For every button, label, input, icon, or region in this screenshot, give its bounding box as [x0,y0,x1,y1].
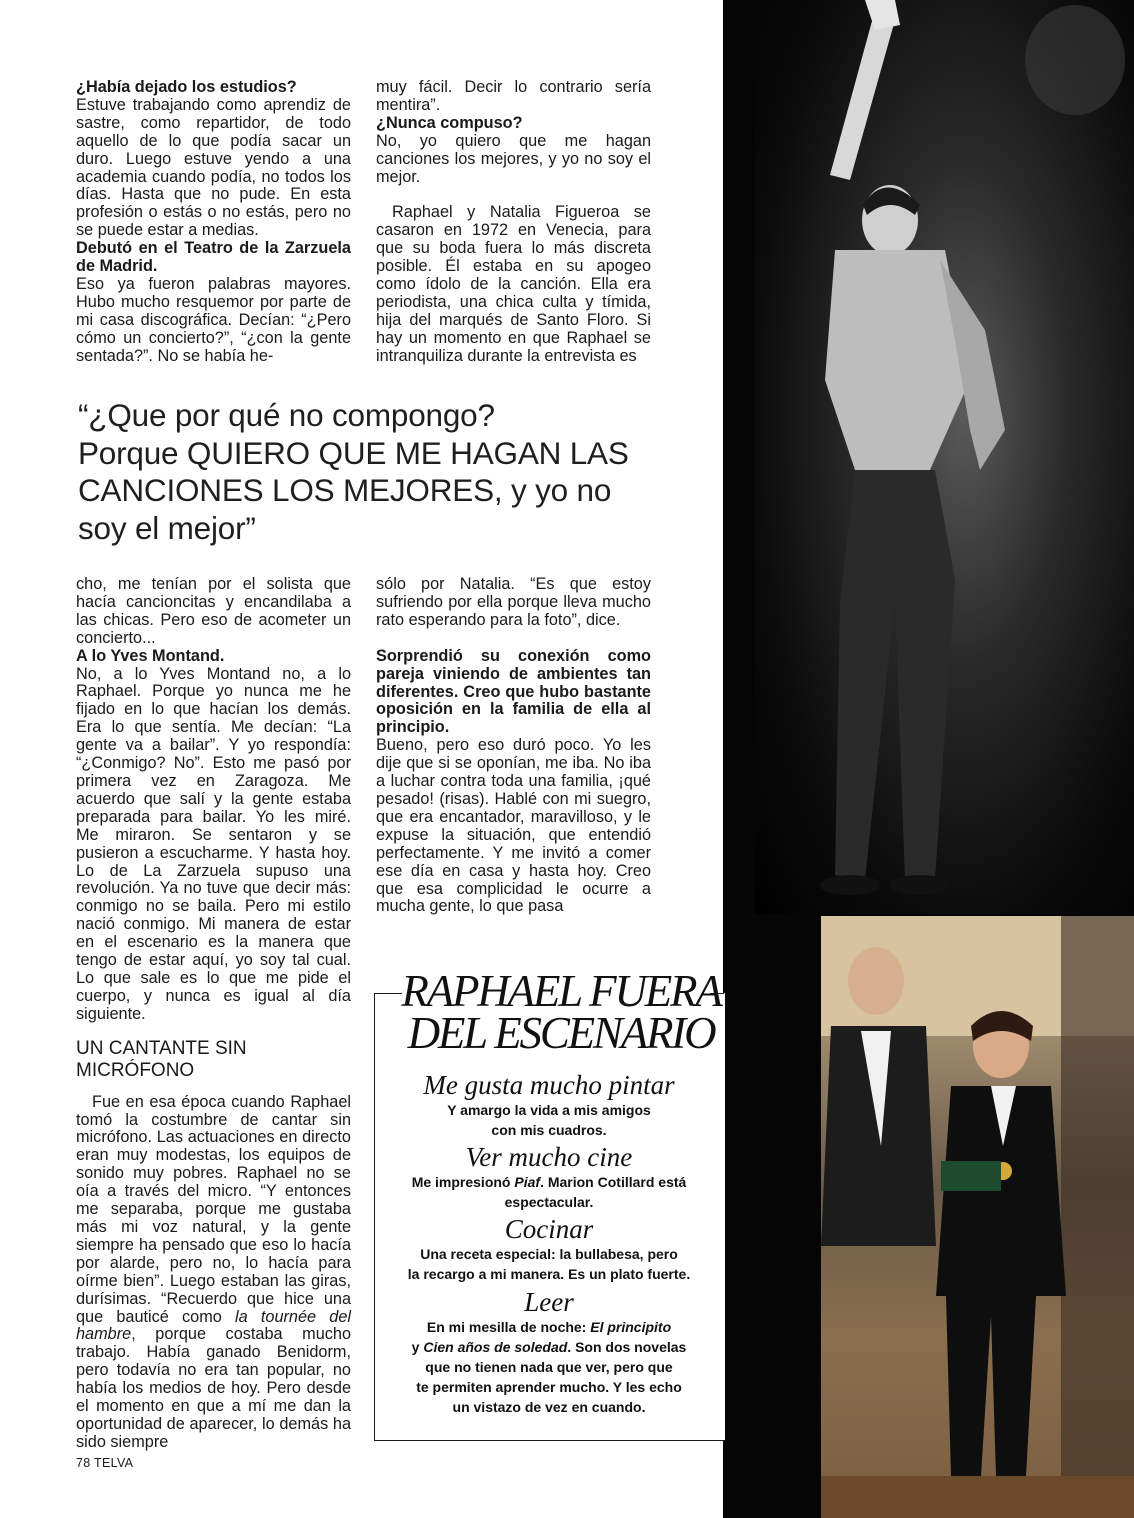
article-column-1-bottom [76,576,351,1452]
sidebar-title-line: RAPHAEL FUERA [401,966,721,1016]
sidebar-title-line: DEL ESCENARIO [407,1008,715,1058]
interview-answer: No, a lo Yves Montand no, a lo Raphael. Porque yo nunca me he fijado en lo que hacían los demás. Era lo que sentía. Me decían: “La gente va a bailar”. Y yo respondía: “¿Conmigo? No”. Esto me pasó por primera vez en Zaragoza. Me acuerdo que salí y la gente estaba preparada para bailar. Yo les miré. Me miraron. Se sentaron y se pusieron a escucharme. Y hasta hoy. Lo de La Zarzuela supuso una revolución. Ya no tuve que decir más: conmigo no se baila. Pero mi estilo nació conmigo. Mi manera de estar en el escenario es la manera que tengo de estar aquí, yo soy tal cual. Lo que sale es lo que me pide el cuerpo, y nunca es igual al día siguiente. [76,664,351,1023]
pull-quote [78,397,678,547]
photo-dancer-silhouette [755,0,1134,914]
sidebar-item-heading: Leer [524,1287,574,1317]
sidebar-item-heading: Cocinar [504,1214,594,1244]
photo-raphael-dancing [755,0,1134,914]
photo-award-scene [821,916,1134,1518]
interview-answer: muy fácil. Decir lo contrario sería mentira”. [376,78,651,114]
interview-question: ¿Nunca compuso? [376,113,523,132]
sidebar-item-body-line: Una receta especial: la bullabesa, pero [420,1246,678,1262]
sidebar-item-body-line: Y amargo la vida a mis amigos [447,1102,651,1118]
sidebar-item-cocinar [374,1214,724,1284]
sidebar-item-heading: Me gusta mucho pintar [423,1070,675,1100]
sidebar-item-pintar [374,1070,724,1140]
sidebar-item-body-line: Me impresionó Piaf. Marion Cotillard está [411,1174,687,1190]
sidebar-item-body-line: un vistazo de vez en cuando. [452,1399,646,1415]
sidebar-title [398,966,724,1058]
section-subheading: UN CANTANTE SIN MICRÓFONO [76,1037,247,1081]
photo-raphael-award [821,916,1134,1518]
pull-quote-line: Porque QUIERO QUE ME HAGAN LAS [78,434,629,471]
interview-answer: Eso ya fueron palabras mayores. Hubo mucho resquemor por parte de mi casa discográfica. Decían: “¿Pero cómo un concierto?”, “¿con la gente sentada?”. No se había he- [76,274,351,365]
pull-quote-line: soy el mejor” [78,509,256,546]
page-footer-folio: 78 TELVA [76,1456,134,1470]
article-column-2-bottom [376,576,651,916]
interview-question: A lo Yves Montand. [76,646,225,665]
sidebar-item-body-line: y Cien años de soledad. Son dos novelas [411,1339,687,1355]
sidebar-item-body-line: te permiten aprender mucho. Y les echo [416,1379,682,1395]
interview-answer: Raphael y Natalia Figueroa se casaron en 1972 en Venecia, para que su boda fuera lo más discreta posible. Él estaba en su apogeo como ídolo de la canción. Ella era periodista, una chica culta y tímida, hija del marqués de Santo Floro. Si hay un momento en que Raphael se intranquiliza durante la entrevista es [376,203,651,365]
pull-quote-line: CANCIONES LOS MEJORES, y yo no [78,472,612,508]
sidebar-item-heading: Ver mucho cine [465,1142,633,1172]
sidebar-item-body-line: espectacular. [504,1194,594,1210]
interview-question: Debutó en el Teatro de la Zarzuela de Madrid. [76,239,351,276]
article-column-1-top [76,79,351,366]
pull-quote-line: “¿Que por qué no compongo? [78,397,495,433]
interview-question: Sorprendió su conexión como pareja viniendo de ambientes tan diferentes. Creo que hubo bastante oposición en la familia de ella al principio. [376,646,651,737]
sidebar-item-leer [374,1287,724,1417]
paragraph-gap [376,186,651,204]
interview-answer: cho, me tenían por el solista que hacía cancioncitas y encandilaba a las chicas. Pero eso de acometer un concierto... [76,575,351,647]
interview-answer: Fue en esa época cuando Raphael tomó la costumbre de cantar sin micrófono. Las actuaciones en directo eran muy modestas, los equipos de sonido muy pobres. Raphael no se oía a través del micro. “Y entonces me separaba, porque me gustaba más mi voz natural, y la gente siempre ha pensado que eso lo hacía por alarde, pero no, lo hacía para oírme bien”. Luego estaban las giras, durísimas. “Recuerdo que hice una que bauticé como la tournée del hambre, porque costaba mucho trabajo. Había ganado Benidorm, pero todavía no era tan popular, no había los medios de hoy. Pero desde el momento en que a mí me dan la oportunidad de aparecer, lo demás ha sido siempre [76,1092,351,1451]
interview-answer: No, yo quiero que me hagan canciones los mejores, y yo no soy el mejor. [376,131,651,186]
interview-answer: Estuve trabajando como aprendiz de sastre, como repartidor, de todo aquello de lo que podía sacar un duro. Luego estuve yendo a una academia cuando podía, no todos los días. Hasta que no pude. En esta profesión o estás o no estás, pero no se puede estar a medias. [76,95,351,240]
paragraph-gap [376,630,651,648]
sidebar-item-cine [374,1142,724,1212]
sidebar-item-body-line: que no tienen nada que ver, pero que [425,1359,673,1375]
sidebar-item-body-line: con mis cuadros. [491,1122,607,1138]
interview-question: ¿Había dejado los estudios? [76,78,297,96]
interview-answer: sólo por Natalia. “Es que estoy sufriendo por ella porque lleva mucho rato esperando para la foto”, dice. [376,575,651,629]
article-column-2-top [376,79,651,366]
interview-answer: Bueno, pero eso duró poco. Yo les dije que si se oponían, me iba. No iba a luchar contra toda una familia, ¡qué pesado! (risas). Hablé con mi suegro, que era encantador, maravilloso, y le expuse la situación, que entendió perfectamente. Y me invitó a comer ese día en casa y hasta hoy. Creo que esa complicidad le ocurre a mucha gente, lo que pasa [376,736,651,916]
sidebar-item-body-line: la recargo a mi manera. Es un plato fuerte. [407,1266,691,1282]
sidebar-item-body-line: En mi mesilla de noche: El principito [426,1319,672,1335]
